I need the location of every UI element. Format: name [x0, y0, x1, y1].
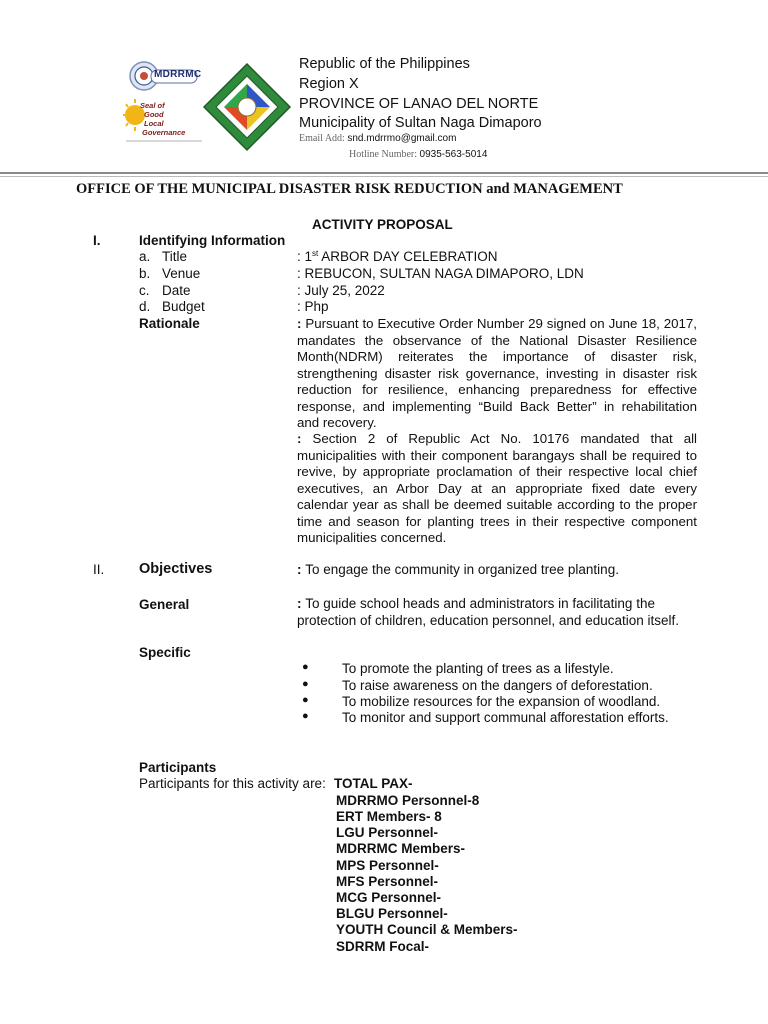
email-value: snd.mdrrmo@gmail.com: [347, 133, 457, 144]
participant-item: MPS Personnel-: [336, 858, 439, 873]
header-divider-thin: [0, 176, 768, 177]
section-2-number: II.: [93, 562, 105, 577]
item-a-label: Title: [162, 249, 188, 264]
section-1-heading: Identifying Information: [139, 233, 286, 248]
item-c-label: Date: [162, 283, 191, 298]
header-province: PROVINCE OF LANAO DEL NORTE: [299, 96, 539, 112]
title-value-sup: st: [312, 249, 319, 258]
item-a-letter: a.: [139, 249, 151, 264]
participant-item: YOUTH Council & Members-: [336, 922, 518, 937]
item-b-label: Venue: [162, 266, 201, 281]
specific-label: Specific: [139, 645, 191, 660]
specific-item-2: To raise awareness on the dangers of deforestation.: [342, 678, 653, 693]
bullet-dot-2: ●: [302, 678, 309, 690]
participant-item: MDRRMC Members-: [336, 841, 466, 856]
specific-item-1: To promote the planting of trees as a lifestyle.: [342, 661, 614, 676]
mdrrmc-logo: [127, 58, 202, 94]
seal-line-2: Good: [144, 110, 164, 119]
mdrrmc-logo-text: MDRRMC: [154, 69, 202, 80]
participant-item: MCG Personnel-: [336, 890, 442, 905]
participant-item: LGU Personnel-: [336, 825, 439, 840]
municipal-seal: [202, 62, 292, 152]
item-d-label: Budget: [162, 299, 205, 314]
section-1-number: I.: [93, 233, 101, 248]
item-d-value: : Php: [297, 299, 329, 314]
bullet-dot-1: ●: [302, 661, 309, 673]
office-title: OFFICE OF THE MUNICIPAL DISASTER RISK REDUCTION and MANAGEMENT: [76, 181, 623, 197]
hotline-value: 0935-563-5014: [419, 149, 488, 160]
participant-item: MDRRMO Personnel-8: [336, 793, 480, 808]
email-label: Email Add:: [299, 133, 345, 144]
section-2-heading: Objectives: [139, 561, 213, 577]
rationale-paragraph-1: : Pursuant to Executive Order Number 29 signed on June 18, 2017, mandates the observance of the National Disaster Resilience Month(NDRM) reiterates the importance of disaster risk, strengthening disaster risk governance, investing in disaster risk reduction for resilience, enhancing preparedness for effective response, and implementing “Build Back Better” in rehabilitation and recovery.: [297, 316, 697, 430]
bullet-dot-4: ●: [302, 710, 309, 722]
municipal-seal-icon: [202, 62, 292, 152]
objective-value: To engage the community in organized tree planting.: [305, 562, 619, 577]
rationale-text-2: Section 2 of Republic Act No. 10176 mandated that all municipalities with their component barangays shall be required to revive, by appropriate proclamation of their respective local chief executives, an Arbor Day at an appropriate fixed date every calendar year as shall be deemed suitable according to the proper time and season for planting trees in their respective component municipalities concerned.: [297, 431, 697, 545]
rationale-text-1: Pursuant to Executive Order Number 29 signed on June 18, 2017, mandates the observance of the National Disaster Resilience Month(NDRM) reiterates the importance of disaster risk, strengthening disaster risk governance, investing in disaster risk reduction for resilience, enhancing preparedness for effective response, and implementing “Build Back Better” in rehabilitation and recovery.: [297, 316, 697, 430]
participants-total: TOTAL PAX-: [334, 776, 413, 791]
header-email: [299, 133, 456, 144]
item-d-letter: d.: [139, 299, 151, 314]
item-b-letter: b.: [139, 266, 151, 281]
title-value-post: ARBOR DAY CELEBRATION: [318, 249, 498, 264]
good-governance-seal: [122, 95, 204, 147]
header-municipality: Municipality of Sultan Naga Dimaporo: [299, 115, 542, 131]
hotline-label: Hotline Number:: [349, 149, 418, 160]
header-hotline: [349, 149, 487, 160]
doc-title: ACTIVITY PROPOSAL: [312, 217, 453, 232]
general-paragraph: : To guide school heads and administrators in facilitating the protection of children, education personnel, and education itself.: [297, 596, 680, 628]
seal-line-1: Seal of: [140, 101, 165, 110]
item-c-value: : July 25, 2022: [297, 283, 385, 298]
item-b-value: : REBUCON, SULTAN NAGA DIMAPORO, LDN: [297, 266, 584, 281]
participant-item: ERT Members- 8: [336, 809, 442, 824]
header-region: Region X: [299, 76, 359, 92]
header-divider: [0, 172, 768, 174]
seal-line-3: Local: [144, 119, 164, 128]
rationale-paragraph-2: : Section 2 of Republic Act No. 10176 mandated that all municipalities with their component barangays shall be required to revive, by appropriate proclamation of their respective local chief executives, an Arbor Day at an appropriate fixed date every calendar year as shall be deemed suitable according to the proper time and season for planting trees in their respective component municipalities concerned.: [297, 431, 697, 545]
item-c-letter: c.: [139, 283, 150, 298]
participant-item: SDRRM Focal-: [336, 939, 430, 954]
item-a-value: [297, 249, 498, 265]
participants-intro: Participants for this activity are:: [139, 776, 326, 791]
header-republic: Republic of the Philippines: [299, 56, 470, 72]
specific-item-4: To monitor and support communal afforestation efforts.: [342, 710, 669, 725]
participant-item: MFS Personnel-: [336, 874, 439, 889]
specific-item-3: To mobilize resources for the expansion of woodland.: [342, 694, 661, 709]
seal-line-4: Governance: [142, 128, 186, 137]
title-value-pre: : 1: [297, 249, 313, 264]
participants-heading: Participants: [139, 760, 217, 775]
general-label: General: [139, 597, 190, 612]
bullet-dot-3: ●: [302, 694, 309, 706]
participant-item: BLGU Personnel-: [336, 906, 448, 921]
general-text: To guide school heads and administrators in facilitating the protection of children, education personnel, and education itself.: [297, 596, 680, 628]
objective-text: : To engage the community in organized tree planting.: [297, 562, 619, 577]
rationale-label: Rationale: [139, 316, 200, 331]
